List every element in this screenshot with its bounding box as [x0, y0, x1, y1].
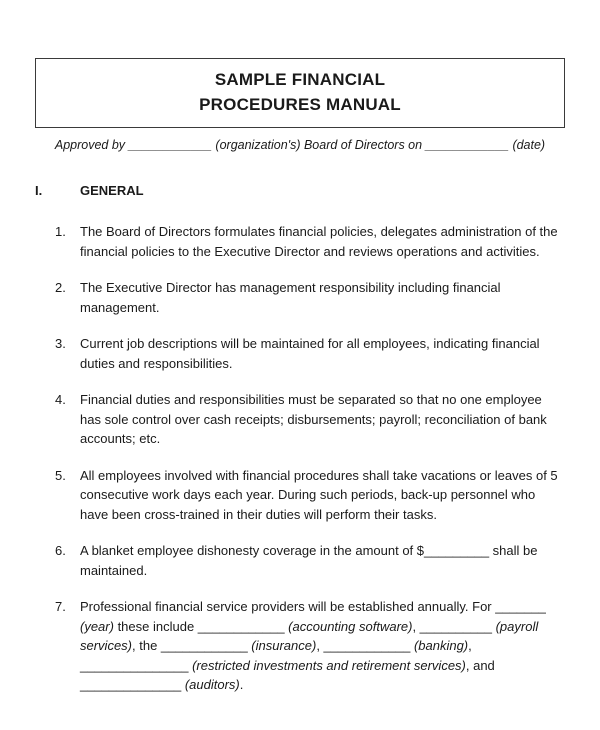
list-item-text — [80, 597, 565, 695]
text-segment: these include ____________ — [113, 618, 289, 634]
italic-text-segment: (payroll services) — [80, 618, 539, 653]
title-box — [35, 58, 565, 128]
text-segment: , _______________ — [80, 638, 472, 673]
list-item-text — [80, 541, 565, 580]
list-item-text — [80, 222, 565, 261]
italic-text-segment: (restricted investments and retirement services) — [192, 657, 466, 673]
text-segment: Professional financial service providers will be established annually. For _______ — [80, 599, 546, 614]
text-segment: , __________ — [412, 618, 496, 634]
text-segment: , the ____________ — [132, 638, 252, 653]
list-item — [35, 390, 565, 449]
text-segment: The Executive Director has management responsibility including financial management. — [80, 280, 501, 315]
document-title-line1: SAMPLE FINANCIAL — [214, 70, 386, 89]
list-item — [35, 334, 565, 373]
numbered-list — [35, 222, 565, 695]
list-item-text — [80, 466, 565, 525]
document-title-line2: PROCEDURES MANUAL — [199, 95, 401, 114]
text-segment: . — [239, 677, 244, 692]
text-segment: Financial duties and responsibilities must be separated so that no one employee has sole control over cash receipts; disbursements; payroll; reconciliation of bank accounts; etc. — [80, 392, 547, 446]
text-segment: A blanket employee dishonesty coverage in the amount of $_________ shall be maintained. — [80, 543, 538, 578]
list-item — [35, 541, 565, 580]
text-segment: , and ______________ — [80, 657, 495, 692]
list-item-number: 1. — [55, 224, 66, 239]
italic-text-segment: (auditors) — [184, 677, 240, 692]
list-item-number: 7. — [55, 599, 66, 614]
list-item — [35, 466, 565, 525]
text-segment: Current job descriptions will be maintained for all employees, indicating financial duties and responsibilities. — [80, 336, 540, 371]
text-segment: All employees involved with financial procedures shall take vacations or leaves of 5 consecutive work days each year. During such periods, back-up personnel who have been cross-trained in their duties will perform their tasks. — [80, 467, 558, 522]
list-item-text — [80, 390, 565, 449]
list-item — [35, 278, 565, 317]
list-item-text — [80, 278, 565, 317]
list-item-number: 2. — [55, 280, 66, 295]
list-item-number: 5. — [55, 467, 66, 483]
list-item-number: 6. — [55, 543, 66, 558]
italic-text-segment: (year) — [80, 618, 114, 634]
text-segment: , ____________ — [316, 638, 414, 653]
approval-line: Approved by ____________ (organization's) Board of Directors on ____________ (date) — [54, 138, 546, 152]
section-heading — [35, 183, 565, 198]
list-item-number: 4. — [55, 392, 66, 407]
list-item-text — [80, 334, 565, 373]
text-segment: The Board of Directors formulates financial policies, delegates administration of the financial policies to the Executive Director and reviews operations and activities. — [80, 224, 558, 259]
italic-text-segment: (banking) — [413, 638, 469, 653]
section-title: GENERAL — [80, 183, 144, 198]
list-item — [35, 222, 565, 261]
italic-text-segment: (accounting software) — [288, 618, 413, 634]
list-item-number: 3. — [55, 336, 66, 351]
list-item — [35, 597, 565, 695]
section-numeral: I. — [35, 183, 43, 198]
italic-text-segment: (insurance) — [251, 638, 317, 653]
